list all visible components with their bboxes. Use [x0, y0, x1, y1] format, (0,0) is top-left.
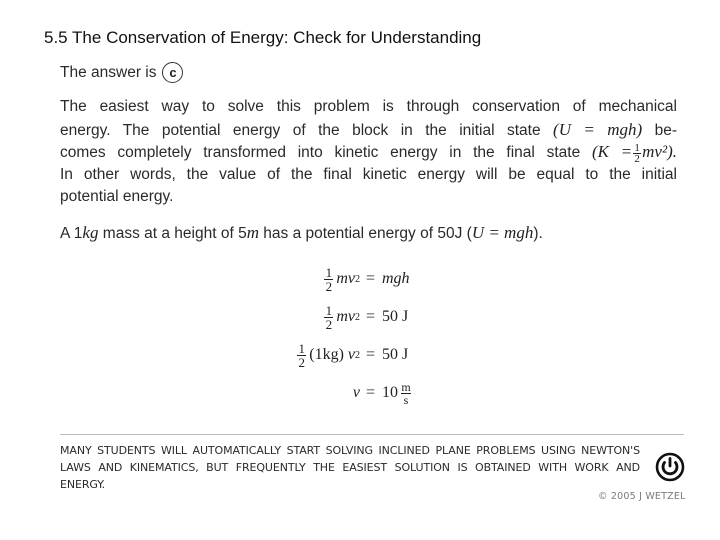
footer-divider	[60, 434, 684, 435]
power-icon[interactable]	[655, 452, 685, 482]
velocity-variable: v	[347, 346, 355, 363]
equals-sign: =	[366, 308, 376, 325]
meters-per-second-unit	[401, 381, 411, 406]
footer-line-2: LAWS AND KINEMATICS, BUT FREQUENTLY THE EASIEST SOLUTION IS OBTAINED WITH WORK AND	[60, 461, 640, 474]
half-numerator: 1	[298, 340, 305, 356]
half-fraction	[324, 266, 333, 293]
height-value: 5	[238, 225, 247, 242]
slide-title: 5.5 The Conservation of Energy: Check for Understanding	[44, 28, 482, 47]
derivation-row-4	[270, 376, 460, 414]
equals-sign: =	[366, 384, 376, 401]
given-statement	[60, 222, 677, 245]
derivation-row-1-lhs	[324, 262, 360, 296]
one-half-fraction	[633, 143, 641, 164]
potential-energy-formula-text: U = mgh	[558, 119, 637, 139]
half-fraction	[324, 304, 333, 331]
unit-seconds: s	[403, 392, 409, 407]
explanation-line-2	[60, 119, 677, 142]
given-height	[238, 225, 259, 242]
derivation-row-3	[270, 338, 460, 376]
derivation-row-2-lhs	[324, 300, 360, 334]
answer-choice-badge: c	[162, 62, 183, 83]
explanation-line-3	[60, 141, 677, 164]
mass-value: 1	[73, 225, 83, 242]
derivation-row-3-lhs	[297, 338, 360, 372]
explanation-paragraph	[60, 96, 677, 209]
explanation-line-1: The easiest way to solve this problem is through conservation of mechanical	[60, 98, 677, 115]
explanation-line-2-tail: be-	[654, 121, 678, 139]
given-line	[60, 222, 677, 245]
footer-line-1: MANY STUDENTS WILL AUTOMATICALLY START SOLVING INCLINED PLANE PROBLEMS USING NEWTON'S	[60, 444, 640, 457]
potential-energy-formula: (U = mgh)	[553, 119, 643, 139]
kinetic-term: mv	[336, 270, 355, 287]
kinetic-energy-formula-left: K =	[597, 142, 633, 161]
answer-line	[60, 62, 183, 83]
height-unit: m	[246, 223, 259, 242]
explanation-line-5: potential energy.	[60, 188, 174, 205]
half-denominator: 2	[325, 316, 333, 332]
velocity-variable: v	[352, 384, 360, 401]
velocity-value: 10	[382, 384, 398, 401]
derivation-row-2-rhs: 50 J	[382, 308, 409, 325]
footer-line-3: ENERGY.	[60, 478, 106, 491]
explanation-line-3-text: comes completely transformed into kinetic energy in the final state	[60, 144, 581, 161]
given-text-d: ).	[533, 225, 543, 242]
explanation-line-4: In other words, the value of the final kinetic energy will be equal to the initial	[60, 165, 677, 183]
kinetic-energy-formula-right: mv²	[642, 142, 668, 161]
derivation-row-1	[270, 262, 460, 300]
mass-unit: kg	[82, 223, 99, 242]
answer-label: The answer is	[60, 63, 157, 81]
half-numerator: 1	[325, 302, 333, 318]
derivation-row-4-lhs	[353, 376, 360, 410]
squared-exponent: 2	[355, 311, 360, 323]
given-text-b: mass at a height of	[102, 225, 234, 242]
derivation-row-4-rhs	[382, 376, 411, 410]
given-mass	[74, 225, 99, 242]
fraction-numerator: 1	[634, 141, 640, 154]
given-formula: U = mgh	[471, 223, 534, 242]
energy-derivation	[270, 262, 460, 414]
derivation-row-2	[270, 300, 460, 338]
equals-sign: =	[366, 346, 376, 363]
fraction-denominator: 2	[634, 152, 640, 165]
explanation-line-2-text: energy. The potential energy of the block in the initial state	[60, 121, 541, 139]
kinetic-term: mv	[336, 308, 355, 325]
mass-one-kg: (1kg)	[309, 346, 344, 363]
kinetic-energy-formula: (K = $\frac{1}{2}$ mv²).	[591, 141, 677, 165]
half-denominator: 2	[325, 278, 333, 294]
given-text-a: A	[60, 225, 70, 242]
derivation-row-3-rhs: 50 J	[382, 346, 409, 363]
half-denominator: 2	[298, 354, 305, 370]
half-fraction	[297, 342, 306, 369]
squared-exponent: 2	[355, 273, 360, 285]
given-text-c: has a potential energy of 50J (	[263, 225, 472, 242]
unit-meters: m	[401, 379, 411, 394]
equals-sign: =	[366, 270, 376, 287]
half-numerator: 1	[325, 264, 333, 280]
footer-note	[60, 442, 640, 493]
copyright-notice: © 2005 J WETZEL	[598, 491, 686, 502]
derivation-row-1-rhs: mgh	[382, 270, 410, 287]
squared-exponent: 2	[355, 349, 360, 361]
